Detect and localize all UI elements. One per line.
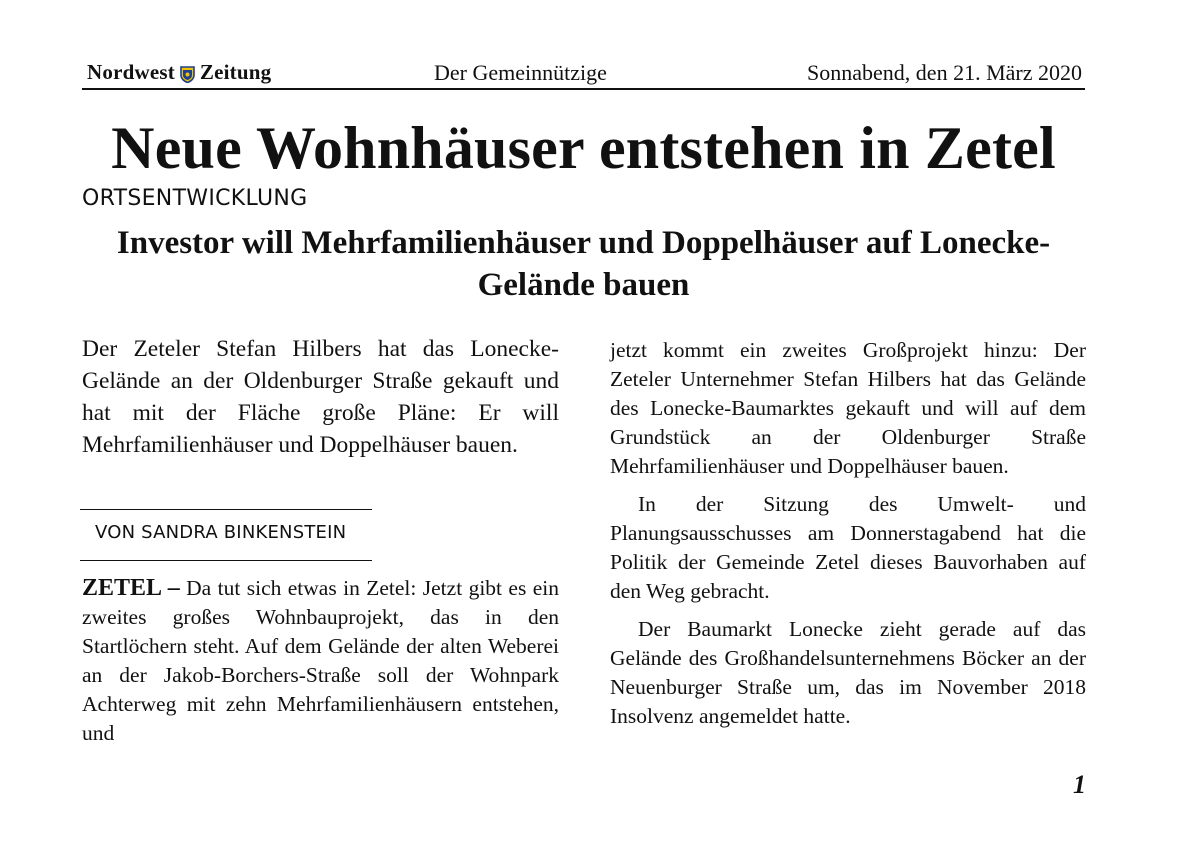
page-number: 1 xyxy=(1073,770,1086,799)
body-paragraph: In der Sitzung des Umwelt- und Planungsausschusses am Donnerstagabend hat die Politik der Gemeinde Zetel dieses Bauvorhaben auf den Weg gebracht. xyxy=(610,492,1086,603)
section-name: Der Gemeinnützige xyxy=(434,60,607,85)
article-headline: Neue Wohnhäuser entstehen in Zetel xyxy=(111,115,1056,181)
byline-rule-bottom xyxy=(80,560,372,561)
article-byline: VON SANDRA BINKENSTEIN xyxy=(95,522,347,543)
article-kicker: ORTSENTWICKLUNG xyxy=(82,186,308,211)
brand-name-right: Zeitung xyxy=(199,60,272,84)
article-subheadline: Investor will Mehrfamilienhäuser und Doppelhäuser auf Lonecke-Gelände bauen xyxy=(116,225,1051,303)
body-paragraph: Der Baumarkt Lonecke zieht gerade auf das Gelände des Großhandelsunternehmens Böcker an der Neuenburger Straße um, das im November 2018 Insolvenz angemeldet hatte. xyxy=(610,617,1086,728)
article-body-left xyxy=(82,574,559,748)
body-left-text: Da tut sich etwas in Zetel: Jetzt gibt es ein zweites großes Wohnbauprojekt, das in den Startlöchern steht. Auf dem Gelände der alten Weberei an der Jakob-Borchers-Straße soll der Wohnpark Achterweg mit zehn Mehrfamilienhäusern entstehen, und xyxy=(82,576,559,745)
article-lead: Der Zeteler Stefan Hilbers hat das Lonecke-Gelände an der Oldenburger Straße gekauft und hat mit der Fläche große Pläne: Er will Mehrfamilienhäuser und Doppelhäuser bauen. xyxy=(82,336,559,458)
article-body-right xyxy=(610,336,1086,740)
newspaper-brand xyxy=(87,60,271,85)
brand-name-left: Nordwest xyxy=(87,60,175,84)
body-paragraph: jetzt kommt ein zweites Großprojekt hinzu: Der Zeteler Unternehmer Stefan Hilbers hat das Gelände des Lonecke-Baumarktes gekauft und will auf dem Grundstück an der Oldenburger Straße Mehrfamilienhäuser und Doppelhäuser bauen. xyxy=(610,338,1086,478)
masthead xyxy=(82,58,1085,90)
coat-of-arms-icon xyxy=(180,64,195,81)
article-dateline: ZETEL – xyxy=(82,575,180,601)
byline-rule-top xyxy=(80,509,372,510)
issue-date: Sonnabend, den 21. März 2020 xyxy=(807,60,1082,85)
